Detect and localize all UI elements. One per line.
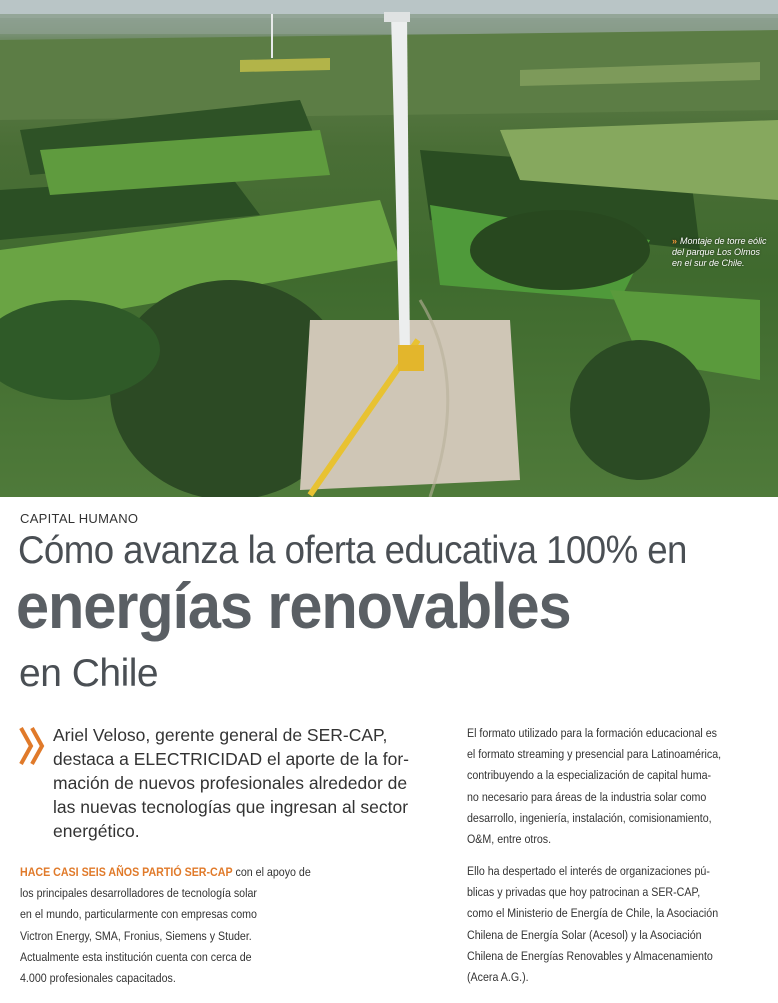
lead-in-text: HACE CASI SEIS AÑOS PARTIÓ SER-CAP xyxy=(20,865,233,879)
caption-line: » Montaje de torre eólic xyxy=(672,236,767,246)
body-line: Chilena de Energías Renovables y Almacenamiento xyxy=(467,948,713,963)
lead-line: energético. xyxy=(53,821,140,841)
body-column-right-paragraph-2 xyxy=(467,861,767,988)
lead-line: mación de nuevos profesionales alrededor de xyxy=(53,773,408,793)
body-line: 4.000 profesionales capacitados. xyxy=(20,971,176,986)
lead-line: las nuevas tecnologías que ingresan al sector xyxy=(53,797,409,817)
body-line: O&M, entre otros. xyxy=(467,832,552,847)
caption-arrow-icon: » xyxy=(672,236,678,246)
body-line: Victron Energy, SMA, Fronius, Siemens y Studer. xyxy=(20,928,252,943)
headline-line-3: en Chile xyxy=(19,652,159,695)
lead-paragraph xyxy=(53,723,443,843)
headline-line-1: Cómo avanza la oferta educativa 100% en xyxy=(18,529,687,572)
body-line: (Acera A.G.). xyxy=(467,970,529,985)
body-line: el formato streaming y presencial para Latinoamérica, xyxy=(467,747,722,762)
body-line: Ello ha despertado el interés de organizaciones pú- xyxy=(467,864,710,878)
photo-illustration xyxy=(0,0,778,497)
lead-line: destaca a ELECTRICIDAD el aporte de la for- xyxy=(53,749,409,769)
headline-line-2: energías renovables xyxy=(16,570,571,642)
body-line: no necesario para áreas de la industria solar como xyxy=(467,789,707,804)
body-line: blicas y privadas que hoy patrocinan a SER-CAP, xyxy=(467,885,701,900)
body-line: HACE CASI SEIS AÑOS PARTIÓ SER-CAP con el apoyo de xyxy=(20,865,311,879)
lead-line: Ariel Veloso, gerente general de SER-CAP, xyxy=(53,725,388,745)
body-column-right-paragraph-1 xyxy=(467,723,767,850)
caption-line: en el sur de Chile. xyxy=(672,258,745,268)
body-line: desarrollo, ingeniería, instalación, comisionamiento, xyxy=(467,810,712,825)
body-line: El formato utilizado para la formación educacional es xyxy=(467,726,717,740)
body-line: contribuyendo a la especialización de capital huma- xyxy=(467,768,712,783)
body-column-left xyxy=(20,862,320,989)
body-line: como el Ministerio de Energía de Chile, la Asociación xyxy=(467,906,719,921)
caption-line: del parque Los Olmos xyxy=(672,247,761,257)
photo-caption xyxy=(672,236,778,269)
body-line: los principales desarrolladores de tecnología solar xyxy=(20,886,257,901)
body-line: Chilena de Energía Solar (Acesol) y la Asociación xyxy=(467,927,702,942)
aerial-photo-wind-tower xyxy=(0,0,778,497)
body-line: en el mundo, particularmente con empresas como xyxy=(20,907,257,922)
double-chevron-icon xyxy=(18,724,48,768)
section-label: CAPITAL HUMANO xyxy=(20,511,139,526)
body-line: Actualmente esta institución cuenta con cerca de xyxy=(20,949,252,964)
